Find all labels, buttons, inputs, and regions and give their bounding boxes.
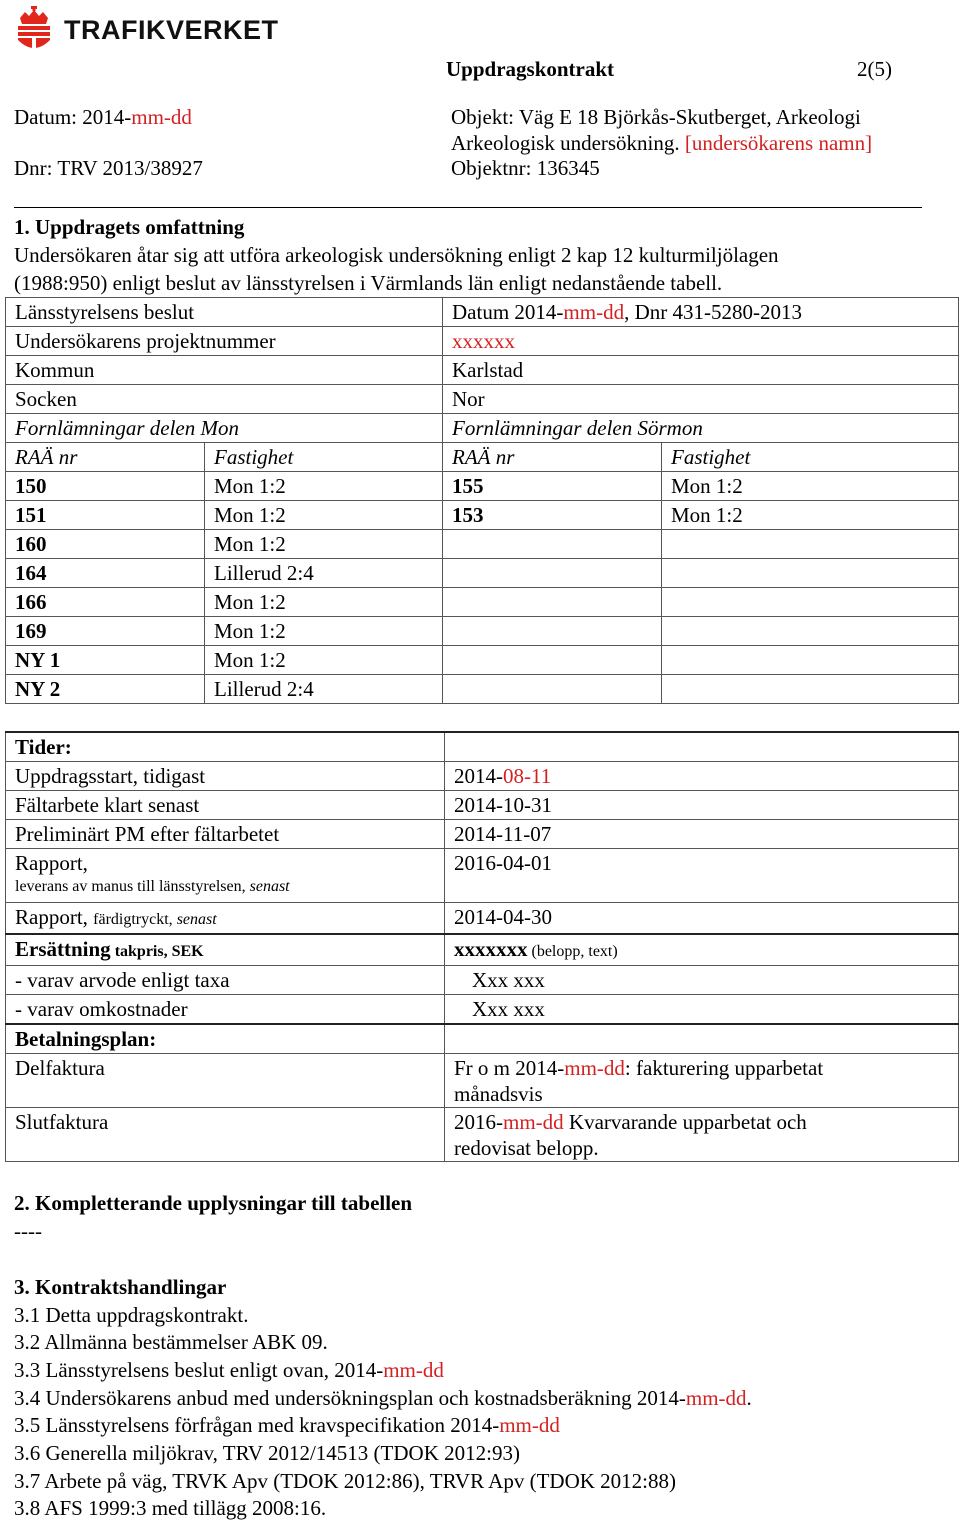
fastighet-cell: Mon 1:2 [205, 617, 443, 646]
fastighet-cell: Mon 1:2 [205, 588, 443, 617]
objekt-field: Objekt: Väg E 18 Björkås-Skutberget, Arkeologi [451, 105, 861, 129]
table-row [6, 903, 959, 935]
list-item: 3.5 Länsstyrelsens förfrågan med kravspecifikation 2014-mm-dd [14, 1413, 560, 1437]
faltarbete-value: 2014-10-31 [445, 791, 959, 820]
beslut-value: Datum 2014-mm-dd, Dnr 431-5280-2013 [443, 298, 959, 327]
fastighet-cell: Lillerud 2:4 [205, 559, 443, 588]
list-item: 3.2 Allmänna bestämmelser ABK 09. [14, 1330, 328, 1354]
fastighet-cell: Mon 1:2 [205, 501, 443, 530]
table-row [6, 414, 959, 443]
delfaktura-value: Fr o m 2014-mm-dd: fakturering upparbetat månadsvis [445, 1054, 959, 1108]
beslut-label: Länsstyrelsens beslut [6, 298, 443, 327]
terms-table [5, 731, 959, 1162]
fastighet-cell: Mon 1:2 [205, 646, 443, 675]
table-row [6, 646, 959, 675]
table-row [6, 675, 959, 704]
col-fastighet-mon: Fastighet [205, 443, 443, 472]
raa-cell [443, 588, 662, 617]
raa-cell: 164 [6, 559, 205, 588]
col-fastighet-sormon: Fastighet [662, 443, 959, 472]
table-row [6, 762, 959, 791]
fastighet-cell: Lillerud 2:4 [205, 675, 443, 704]
raa-cell [443, 617, 662, 646]
table-row [6, 1024, 959, 1054]
logo-text: TRAFIKVERKET [64, 15, 279, 45]
fastighet-cell: Mon 1:2 [205, 530, 443, 559]
table-row [6, 791, 959, 820]
rapport2-value: 2014-04-30 [445, 903, 959, 935]
arvode-label: - varav arvode enligt taxa [6, 966, 445, 995]
list-item: 3.3 Länsstyrelsens beslut enligt ovan, 2014-mm-dd [14, 1358, 444, 1382]
table-row [6, 530, 959, 559]
dnr-field: Dnr: TRV 2013/38927 [14, 156, 203, 180]
fastighet-cell [662, 588, 959, 617]
table-row [6, 934, 959, 966]
pm-label: Preliminärt PM efter fältarbetet [6, 820, 445, 849]
list-item: 3.4 Undersökarens anbud med undersökningsplan och kostnadsberäkning 2014-mm-dd. [14, 1386, 752, 1410]
mon-heading: Fornlämningar delen Mon [6, 414, 443, 443]
fastighet-cell: Mon 1:2 [662, 501, 959, 530]
arvode-value: Xxx xxx [445, 966, 959, 995]
fastighet-cell [662, 675, 959, 704]
raa-cell [443, 559, 662, 588]
crown-icon [14, 6, 54, 54]
header-divider [14, 207, 922, 208]
table-row [6, 966, 959, 995]
rapport2-label: Rapport, färdigtryckt, senast [6, 903, 445, 935]
list-item: 3.8 AFS 1999:3 med tillägg 2008:16. [14, 1496, 327, 1520]
fastighet-cell: Mon 1:2 [662, 472, 959, 501]
section1-heading: 1. Uppdragets omfattning [14, 215, 245, 239]
fastighet-cell [662, 559, 959, 588]
sormon-heading: Fornlämningar delen Sörmon [443, 414, 959, 443]
projektnummer-label: Undersökarens projektnummer [6, 327, 443, 356]
date-field: Datum: 2014-mm-dd [14, 105, 192, 129]
list-item: 3.1 Detta uppdragskontrakt. [14, 1303, 249, 1327]
raa-cell [443, 675, 662, 704]
kommun-value: Karlstad [443, 356, 959, 385]
delfaktura-label: Delfaktura [6, 1054, 445, 1108]
fastighet-cell [662, 530, 959, 559]
page-number: 2(5) [857, 57, 892, 81]
table-row [6, 356, 959, 385]
omkostnader-label: - varav omkostnader [6, 995, 445, 1025]
rapport1-label: Rapport, leverans av manus till länsstyrelsen, senast [6, 849, 445, 903]
table-row [6, 327, 959, 356]
section3-heading: 3. Kontraktshandlingar [14, 1275, 227, 1299]
omkostnader-value: Xxx xxx [445, 995, 959, 1025]
section1-text-line1: Undersökaren åtar sig att utföra arkeologisk undersökning enligt 2 kap 12 kulturmiljölagen [14, 243, 779, 267]
table-row [6, 995, 959, 1025]
raa-cell: NY 2 [6, 675, 205, 704]
table-row [6, 501, 959, 530]
table-row [6, 849, 959, 903]
doc-title: Uppdragskontrakt [446, 57, 615, 81]
raa-cell: 169 [6, 617, 205, 646]
raa-cell: 151 [6, 501, 205, 530]
list-item: 3.7 Arbete på väg, TRVK Apv (TDOK 2012:86), TRVR Apv (TDOK 2012:88) [14, 1469, 676, 1493]
col-raa-sormon: RAÄ nr [443, 443, 662, 472]
table-row [6, 559, 959, 588]
section1-text-line2: (1988:950) enligt beslut av länsstyrelsen i Värmlands län enligt nedanstående tabell. [14, 271, 723, 295]
col-raa-mon: RAÄ nr [6, 443, 205, 472]
arkeologisk-field: Arkeologisk undersökning. [undersökarens namn] [451, 131, 873, 155]
list-item: 3.6 Generella miljökrav, TRV 2012/14513 (TDOK 2012:93) [14, 1441, 520, 1465]
table-header-row [6, 443, 959, 472]
betalningsplan-label: Betalningsplan: [6, 1024, 445, 1054]
rapport1-value: 2016-04-01 [445, 849, 959, 903]
betalningsplan-value [445, 1024, 959, 1054]
table-row [6, 472, 959, 501]
raa-cell: NY 1 [6, 646, 205, 675]
socken-value: Nor [443, 385, 959, 414]
table-row [6, 617, 959, 646]
raa-cell [443, 646, 662, 675]
table-row [6, 588, 959, 617]
section2-heading: 2. Kompletterande upplysningar till tabellen [14, 1191, 413, 1215]
raa-cell: 160 [6, 530, 205, 559]
table-row [6, 385, 959, 414]
fastighet-cell [662, 646, 959, 675]
tider-value [445, 732, 959, 762]
raa-cell: 150 [6, 472, 205, 501]
slutfaktura-value: 2016-mm-dd Kvarvarande upparbetat och redovisat belopp. [445, 1108, 959, 1162]
raa-cell: 153 [443, 501, 662, 530]
ersattning-label: Ersättning takpris, SEK [6, 934, 445, 966]
slutfaktura-label: Slutfaktura [6, 1108, 445, 1162]
trafikverket-logo [14, 6, 279, 54]
tider-label: Tider: [6, 732, 445, 762]
ersattning-value: xxxxxxx (belopp, text) [445, 934, 959, 966]
scope-table [5, 297, 959, 704]
projektnummer-value: xxxxxx [443, 327, 959, 356]
table-row [6, 298, 959, 327]
socken-label: Socken [6, 385, 443, 414]
raa-cell: 155 [443, 472, 662, 501]
raa-cell: 166 [6, 588, 205, 617]
table-row [6, 1054, 959, 1108]
objektnr-field: Objektnr: 136345 [451, 156, 600, 180]
kommun-label: Kommun [6, 356, 443, 385]
table-row [6, 1108, 959, 1162]
fastighet-cell: Mon 1:2 [205, 472, 443, 501]
uppdragsstart-label: Uppdragsstart, tidigast [6, 762, 445, 791]
faltarbete-label: Fältarbete klart senast [6, 791, 445, 820]
pm-value: 2014-11-07 [445, 820, 959, 849]
table-row [6, 732, 959, 762]
table-row [6, 820, 959, 849]
fastighet-cell [662, 617, 959, 646]
raa-cell [443, 530, 662, 559]
uppdragsstart-value: 2014-08-11 [445, 762, 959, 791]
section2-text: ---- [14, 1219, 42, 1243]
